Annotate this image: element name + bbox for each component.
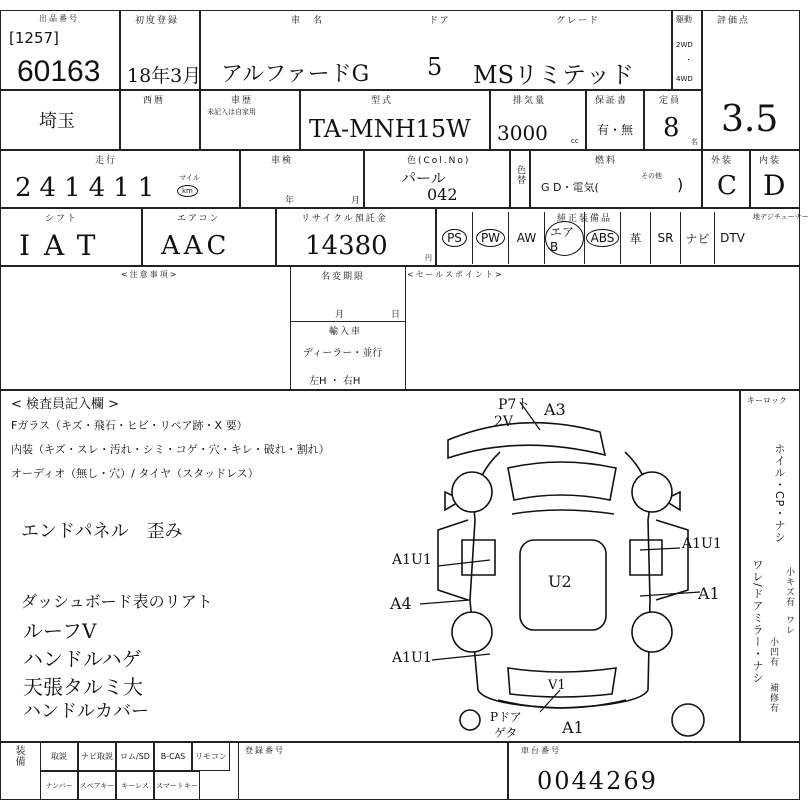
import-label: 輸入車 (329, 327, 363, 337)
exterior-value: C (717, 171, 737, 201)
history-label: 車歴 (231, 96, 254, 106)
note-3: ルーフV (23, 619, 97, 643)
mileage-unit-mile: マイル (179, 174, 200, 182)
capacity-unit: 名 (691, 138, 698, 146)
mark-left-3: A1U1 (392, 650, 432, 666)
mileage-value: 241411 (15, 173, 163, 203)
drive-dot: ・ (685, 56, 692, 64)
car-name-value: アルファードG (221, 62, 370, 87)
reg-no-label: 登録番号 (245, 746, 285, 755)
fuel-other: その他 (641, 172, 662, 180)
footer-extra-label: 装備 (13, 745, 24, 767)
color-change-label: 色替 (515, 165, 525, 185)
mark-center: U2 (548, 572, 572, 591)
equipment-label: AW (516, 231, 537, 245)
drive-label: 駆動 (676, 15, 692, 24)
equipment-label: ABS (586, 229, 620, 247)
model-label: 型式 (371, 96, 394, 106)
reg-no-cell (238, 742, 508, 800)
chassis-label: 車台番号 (521, 746, 561, 755)
fuel-label: 燃料 (595, 156, 618, 166)
warranty-label: 保証書 (595, 96, 629, 106)
lot-bracket: [1257] (9, 29, 59, 47)
footer-col: B-CAS (154, 742, 192, 771)
interior-label: 内装 (759, 156, 782, 166)
name-change-label: 名変期限 (321, 272, 366, 282)
keylock-v2: ワレ/ドアミラー・ナシ (751, 559, 764, 684)
mileage-label: 走行 (95, 156, 118, 166)
sales-point-label: <セールスポイント> (407, 270, 504, 279)
color-value: パール (401, 169, 446, 187)
mark-left-1: A1U1 (392, 552, 432, 568)
fuel-close: ) (677, 175, 684, 194)
equipment-label: PS (442, 229, 467, 247)
mark-right-2: A1 (698, 584, 720, 603)
mark-left-2: A4 (390, 594, 412, 613)
first-reg-value: 18年3月 (127, 65, 202, 87)
equipment-label: DTV (720, 231, 745, 245)
mark-top-1: P7ト (498, 397, 531, 413)
aircon-value: AAC (161, 231, 231, 261)
recycle-unit: 円 (425, 254, 432, 262)
mark-top-2: 2V (494, 414, 514, 430)
mark-right-1: A1U1 (682, 536, 722, 552)
exterior-label: 外装 (711, 156, 734, 166)
grade-label: グレード (556, 16, 601, 26)
mark-bottom-3: A1 (562, 718, 584, 737)
warranty-options: 有・無 (597, 123, 634, 137)
doors-value: 5 (427, 53, 443, 81)
shift-label: シフト (45, 214, 79, 224)
chassis-value: 0044269 (537, 767, 658, 795)
lot-number: 60163 (17, 55, 101, 88)
import-handle: 左H ・ 右H (309, 376, 361, 387)
mark-bottom-2: ゲタ (494, 726, 518, 740)
footer-col: 取説 (40, 742, 78, 771)
keylock-v1: ホイル・CP・ナシ (773, 443, 786, 544)
inspector-title: < 検査員記入欄 > (11, 397, 120, 412)
interior-line: 内装（キズ・スレ・汚れ・シミ・コゲ・穴・キレ・破れ・割れ） (11, 443, 330, 456)
note-2: ダッシュボード表のリアト (21, 592, 213, 611)
footer-col2: スマートキー (154, 771, 200, 800)
note-5: 天張タルミ大 (23, 675, 143, 699)
score-value: 3.5 (721, 99, 779, 140)
color-label: 色(Col.No) (407, 156, 471, 166)
equipment-label: 革 (629, 231, 642, 246)
inspection-label: 車検 (271, 156, 294, 166)
footer-col2: キーレス (116, 771, 154, 800)
glass-line: Fガラス（キズ・飛石・ヒビ・リペア跡・X 要） (11, 419, 248, 432)
drive-2wd: 2WD (676, 41, 693, 49)
interior-value: D (763, 169, 786, 202)
mark-bottom-1: Pドア (490, 710, 522, 724)
equipment-label: ナビ (685, 231, 710, 246)
recycle-value: 14380 (305, 231, 388, 261)
chassis-cell (508, 742, 800, 800)
footer-col2: ナンバー (40, 771, 78, 800)
drive-4wd: 4WD (676, 75, 693, 83)
displacement-label: 排気量 (513, 96, 547, 106)
name-change-day: 日 (391, 310, 403, 320)
grade-value: MSリミテッド (473, 61, 635, 89)
caution-label: <注意事項> (121, 270, 179, 279)
car-name-label: 車 名 (291, 16, 325, 26)
note-1: エンドパネル 歪み (21, 521, 183, 542)
keylock-v6: 補修有 (768, 683, 778, 713)
footer-col: ナビ取説 (78, 742, 116, 771)
footer-col2: スペアキー (78, 771, 116, 800)
keylock-v5: 小凹有 (768, 637, 778, 667)
footer-col: リモコン (192, 742, 230, 771)
aircon-label: エアコン (177, 214, 221, 224)
name-change-month: 月 (335, 310, 347, 320)
equipment-label: エアB (545, 221, 584, 256)
history-note: 未記入は自家用 (207, 108, 256, 116)
era-label: 西暦 (143, 96, 166, 106)
capacity-label: 定員 (659, 96, 682, 106)
doors-label: ドア (429, 16, 451, 26)
equipment-label: PW (476, 229, 505, 247)
audio-line: オーディオ（無し・穴）/ タイヤ（スタッドレス） (11, 467, 259, 480)
mark-rear-v1: V1 (548, 678, 566, 693)
model-value: TA-MNH15W (309, 115, 471, 143)
recycle-label: リサイクル預託金 (301, 214, 388, 224)
tuner-label: 地デジチューナー (753, 213, 809, 221)
inspection-year: 年 (285, 196, 297, 206)
equipment-label: SR (657, 231, 674, 245)
area-value: 埼玉 (39, 111, 75, 132)
equipment-label: 純正装備品 (557, 214, 613, 224)
displacement-value: 3000 (497, 121, 548, 145)
mark-top-3: A3 (544, 400, 566, 419)
color-no: 042 (427, 185, 458, 204)
footer-col: ロム/SD (116, 742, 154, 771)
capacity-value: 8 (663, 113, 680, 143)
keylock-v3: 小キズ有 (784, 567, 794, 607)
displacement-unit: cc (571, 137, 579, 145)
import-dealer: ディーラー・並行 (303, 348, 383, 359)
score-label: 評価点 (717, 16, 751, 26)
inspection-month: 月 (351, 196, 363, 206)
keylock-v4: ワレ (784, 615, 794, 635)
exhibit-label: 出品番号 (39, 14, 79, 23)
note-6: ハンドルカバー (23, 701, 149, 722)
shift-value: IAT (19, 229, 110, 262)
fuel-options: G D・電気( (541, 181, 599, 194)
first-reg-label: 初度登録 (135, 16, 180, 26)
mileage-unit-km: km (177, 185, 198, 197)
keylock-label: キーロック (747, 396, 787, 405)
note-4: ハンドルハゲ (23, 647, 142, 671)
